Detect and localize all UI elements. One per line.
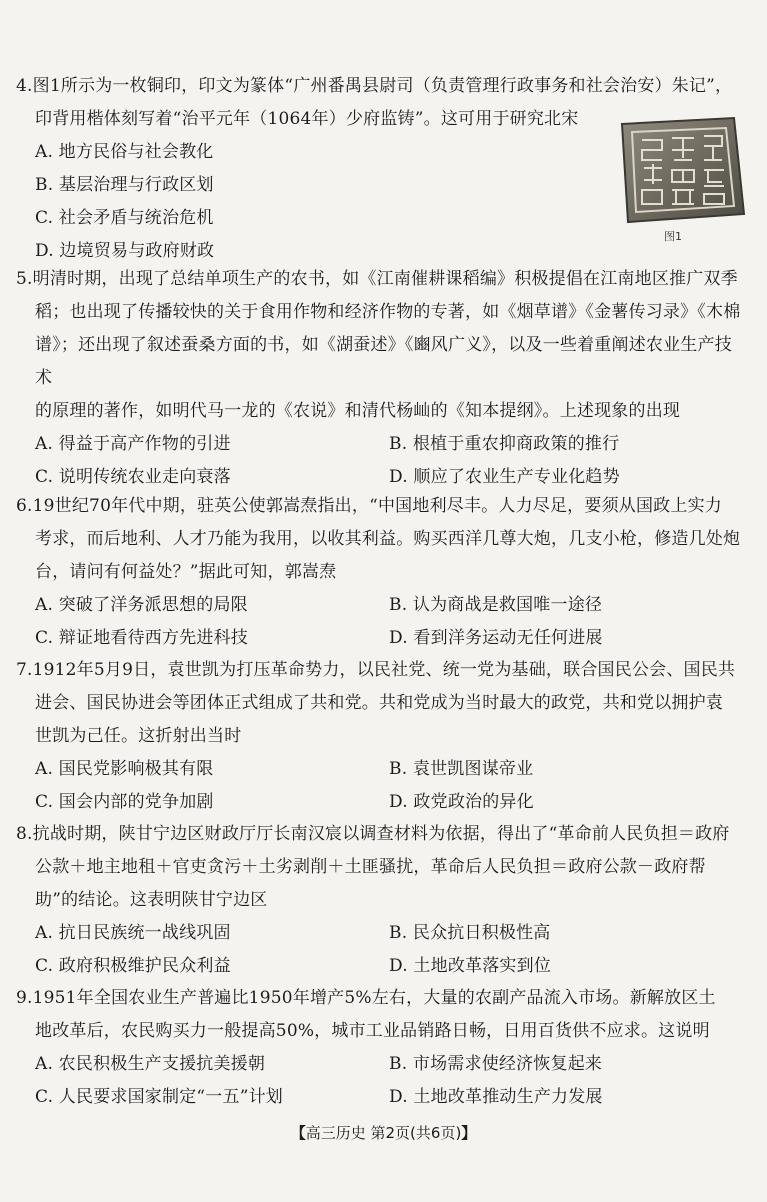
options-row xyxy=(16,950,746,983)
question-stem-line: 9.1951年全国农业生产普遍比1950年增产5%左右，大量的农副产品流入市场。新解放区土 xyxy=(16,988,716,1008)
options-row xyxy=(16,622,746,655)
question-5 xyxy=(16,263,746,494)
options-row xyxy=(16,589,746,622)
question-stem-line: 进会、国民协进会等团体正式组成了共和党。共和党成为当时最大的政党，共和党以拥护袁 xyxy=(35,693,723,713)
footer-bracket-close: 】 xyxy=(461,1124,477,1142)
footer-subject: 高三历史 xyxy=(305,1124,366,1142)
option-d: D. 土地改革落实到位 xyxy=(389,956,552,976)
question-stem-line: 世凯为己任。这折射出当时 xyxy=(35,726,242,746)
question-stem-line: 谱》；还出现了叙述蚕桑方面的书，如《湖蚕述》《豳风广义》，以及一些着重阐述农业生产技术 xyxy=(35,335,732,388)
option-a: A. 得益于高产作物的引进 xyxy=(35,434,231,454)
option-b: B. 袁世凯图谋帝业 xyxy=(389,759,534,779)
option-a: A. 农民积极生产支援抗美援朝 xyxy=(35,1054,266,1074)
footer-page-number: 第2页(共6页) xyxy=(370,1124,462,1142)
question-6 xyxy=(16,490,746,655)
bronze-seal-image xyxy=(616,116,746,224)
option-b: B. 根植于重农抑商政策的推行 xyxy=(389,434,620,454)
question-7 xyxy=(16,654,746,819)
question-stem-line: 公款＋地主地租＋官吏贪污＋土劣剥削＋土匪骚扰，革命后人民负担＝政府公款－政府帮 xyxy=(35,857,706,877)
options-row xyxy=(16,753,746,786)
option-b: B. 基层治理与行政区划 xyxy=(35,175,214,195)
question-stem-line: 地改革后，农民购买力一般提高50%，城市工业品销路日畅，日用百货供不应求。这说明 xyxy=(35,1021,710,1041)
question-stem-line: 助”的结论。这表明陕甘宁边区 xyxy=(35,890,268,910)
option-b: B. 市场需求使经济恢复起来 xyxy=(389,1054,603,1074)
footer-bracket-open: 【 xyxy=(290,1124,306,1142)
options-row xyxy=(16,786,746,819)
question-stem-line: 印背用楷体刻写着“治平元年（1064年）少府监铸”。这可用于研究北宋 xyxy=(35,109,579,129)
options-row xyxy=(16,917,746,950)
question-stem-line: 7.1912年5月9日，袁世凯为打压革命势力，以民社党、统一党为基础，联合国民公会、国民共 xyxy=(16,660,736,680)
question-stem-line: 稻；也出现了传播较快的关于食用作物和经济作物的专著，如《烟草谱》《金薯传习录》《木棉 xyxy=(35,302,741,322)
option-a: A. 地方民俗与社会教化 xyxy=(35,142,214,162)
question-stem-line: 5.明清时期，出现了总结单项生产的农书，如《江南催耕课稻编》积极提倡在江南地区推广双季 xyxy=(16,269,738,289)
question-stem-line: 的原理的著作，如明代马一龙的《农说》和清代杨屾的《知本提纲》。上述现象的出现 xyxy=(35,401,681,421)
question-stem-line: 台，请问有何益处？”据此可知，郭嵩焘 xyxy=(35,562,337,582)
option-c: C. 国会内部的党争加剧 xyxy=(35,792,214,812)
options-row xyxy=(16,1081,746,1114)
option-c: C. 人民要求国家制定“一五”计划 xyxy=(35,1087,283,1107)
option-c: C. 辩证地看待西方先进科技 xyxy=(35,628,249,648)
question-9 xyxy=(16,982,746,1114)
option-d: D. 政党政治的异化 xyxy=(389,792,534,812)
option-d: D. 顺应了农业生产专业化趋势 xyxy=(389,467,620,487)
options-row xyxy=(16,428,746,461)
option-b: B. 认为商战是救国唯一途径 xyxy=(389,595,603,615)
question-stem-line: 4.图1所示为一枚铜印，印文为篆体“广州番禺县尉司（负责管理行政事务和社会治安）朱记”， xyxy=(16,76,733,96)
option-a: A. 突破了洋务派思想的局限 xyxy=(35,595,248,615)
options-row xyxy=(16,1048,746,1081)
question-stem-line: 6.19世纪70年代中期，驻英公使郭嵩焘指出，“中国地利尽丰。人力尽足，要须从国政上实力 xyxy=(16,496,722,516)
option-c: C. 政府积极维护民众利益 xyxy=(35,956,231,976)
option-d: D. 看到洋务运动无任何进展 xyxy=(389,628,603,648)
option-d: D. 土地改革推动生产力发展 xyxy=(389,1087,603,1107)
option-b: B. 民众抗日积极性高 xyxy=(389,923,551,943)
option-a: A. 抗日民族统一战线巩固 xyxy=(35,923,231,943)
option-d: D. 边境贸易与政府财政 xyxy=(35,241,215,261)
figure-caption: 图1 xyxy=(664,230,682,243)
question-stem-line: 考求，而后地利、人才乃能为我用，以收其利益。购买西洋几尊大炮，几支小枪，修造几处炮 xyxy=(35,529,741,549)
question-8 xyxy=(16,818,746,983)
question-stem-line: 8.抗战时期，陕甘宁边区财政厅厅长南汉宸以调查材料为依据，得出了“革命前人民负担＝政府 xyxy=(16,824,730,844)
option-a: A. 国民党影响极其有限 xyxy=(35,759,214,779)
option-c: C. 说明传统农业走向衰落 xyxy=(35,467,231,487)
page-footer xyxy=(0,1122,767,1144)
option-c: C. 社会矛盾与统治危机 xyxy=(35,208,214,228)
